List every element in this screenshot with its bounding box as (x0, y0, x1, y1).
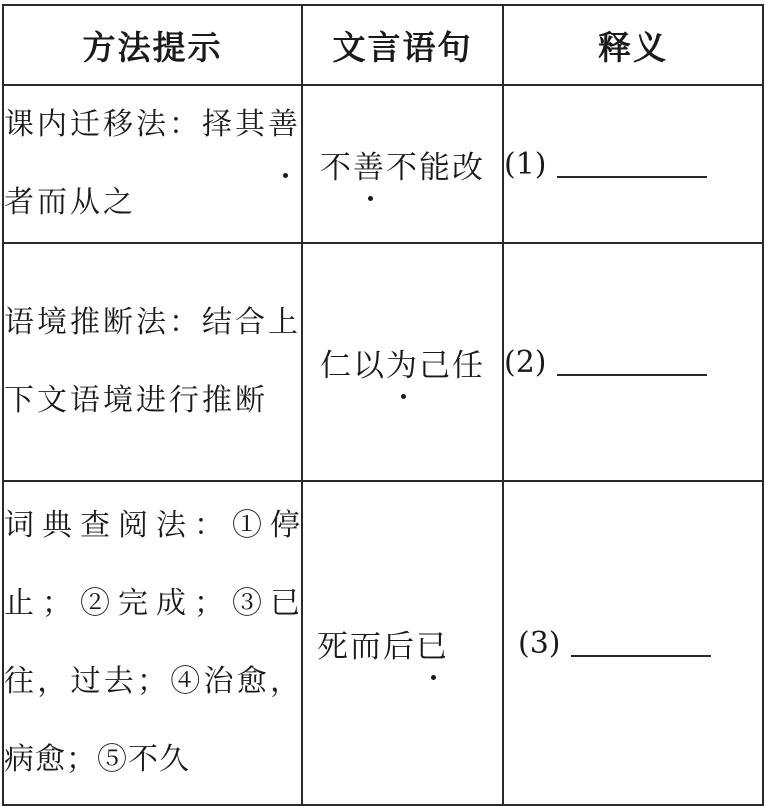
classical-sentence (302, 481, 503, 805)
answer-blank[interactable] (571, 625, 711, 657)
method-hint (3, 85, 302, 243)
answer-blank[interactable] (557, 344, 707, 376)
header-sentence: 文言语句 (302, 5, 503, 85)
emphasis-char: 已 (416, 621, 449, 666)
header-row (3, 5, 763, 85)
answer-label: (2) (504, 345, 547, 380)
emphasis-char: 善 (353, 142, 386, 187)
sentence-text-pre: 仁以 (320, 347, 386, 384)
answer-label: (3) (518, 626, 561, 661)
sentence-text-pre: 死而后 (317, 628, 416, 665)
method-hint: 语境推断法：结合上下文语境进行推断 (3, 243, 302, 481)
header-method: 方法提示 (3, 5, 302, 85)
sentence-text-pre: 不 (320, 149, 353, 186)
method-text-pre: 课内迁移法：择其 (4, 107, 268, 142)
header-meaning: 释义 (503, 5, 763, 85)
answer-cell (503, 85, 763, 243)
table-row (3, 481, 763, 805)
table-row (3, 85, 763, 243)
method-hint: 词典查阅法：①停止；②完成；③已往，过去；④治愈，病愈；⑤不久 (3, 481, 302, 805)
worksheet-table (2, 4, 764, 806)
answer-cell (503, 481, 763, 805)
sentence-text-post: 己任 (419, 347, 485, 384)
answer-blank[interactable] (557, 146, 707, 178)
classical-sentence (302, 85, 503, 243)
table-row (3, 243, 763, 481)
classical-sentence (302, 243, 503, 481)
answer-label: (1) (504, 147, 547, 182)
method-text-post: 者而从之 (4, 185, 136, 220)
answer-cell (503, 243, 763, 481)
emphasis-char: 善 (268, 86, 301, 164)
emphasis-char: 为 (386, 340, 419, 385)
sentence-text-post: 不能改 (386, 149, 485, 186)
